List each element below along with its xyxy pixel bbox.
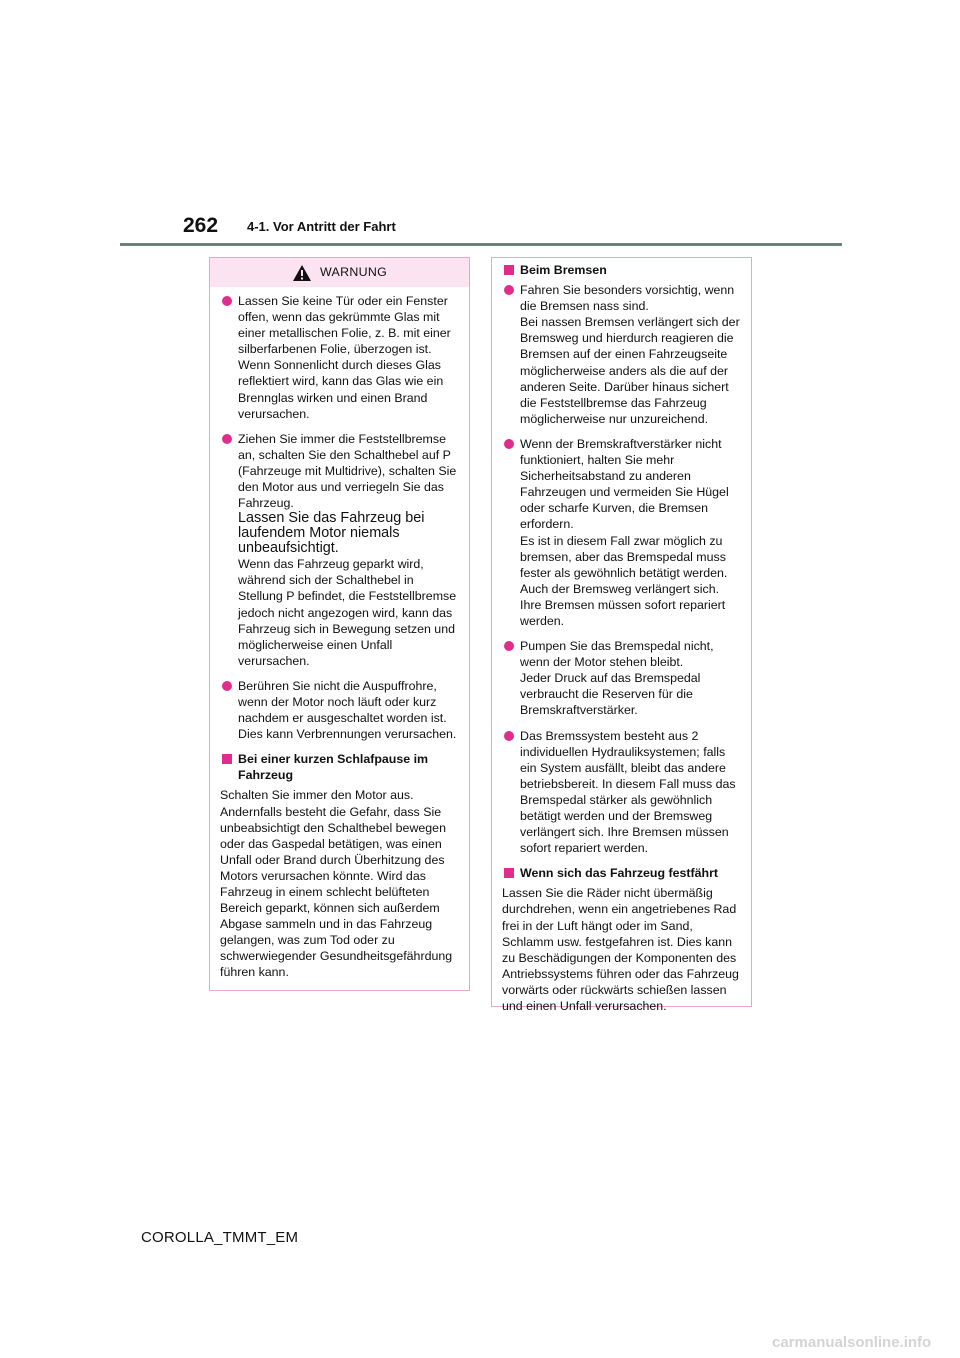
warning-item xyxy=(220,431,459,669)
stuck-text: Lassen Sie die Räder nicht übermäßig durchdrehen, wenn ein angetriebenes Rad frei in der Luft hängt oder im Sand, Schlamm usw. festgefahren ist. Dies kann zu Beschädigungen der Komponenten des Antriebssystems führen oder das Fahrzeug vorwärts oder rückwärts schießen lassen und einen Unfall verursachen. xyxy=(502,886,739,1014)
braking-text: Pumpen Sie das Bremspedal nicht, wenn der Motor stehen bleibt. xyxy=(520,639,714,670)
bullet-dot-icon xyxy=(504,641,514,651)
nap-heading-text: Bei einer kurzen Schlafpause im Fahrzeug xyxy=(238,752,429,783)
braking-item xyxy=(502,436,741,629)
braking-text: Bei nassen Bremsen verlängert sich der Bremsweg und hierdurch reagieren die Bremsen auf der einen Fahrzeugseite möglicherweise anders als die auf der anderen Seite. Darüber hinaus sichert die Feststellbremse das Fahrzeug möglicherweise nur unzureichend. xyxy=(520,315,740,426)
square-bullet-icon xyxy=(504,868,514,878)
braking-text: Fahren Sie besonders vorsichtig, wenn die Bremsen nass sind. xyxy=(520,283,735,314)
bullet-dot-icon xyxy=(504,285,514,295)
bullet-dot-icon xyxy=(504,439,514,449)
warning-label: WARNUNG xyxy=(319,265,388,280)
bullet-dot-icon xyxy=(222,296,232,306)
braking-heading-text: Beim Bremsen xyxy=(520,263,607,277)
warning-text: Wenn das Fahrzeug geparkt wird, während sich der Schalthebel in Stellung P befindet, die Feststellbremse jedoch nicht angezogen wird, kann das Fahrzeug sich in Bewegung setzen und möglicherweise einen Unfall verursachen. xyxy=(238,557,457,668)
nap-text: Schalten Sie immer den Motor aus. Andernfalls besteht die Gefahr, dass Sie unbeabsichtigt den Schalthebel bewegen oder das Gaspedal betätigen, was einen Unfall oder Brand durch Überhitzung des Motors verursachen könnte. Wird das Fahrzeug in einem schlecht belüfteten Bereich geparkt, können sich außerdem Abgase sammeln und in das Fahrzeug gelangen, was zum Tod oder zu schwerwiegender Gesundheitsgefährdung führen kann. xyxy=(220,788,453,980)
square-bullet-icon xyxy=(504,265,514,275)
warning-text: Berühren Sie nicht die Auspuffrohre, wenn der Motor noch läuft oder kurz nachdem er ausgeschaltet worden ist. Dies kann Verbrennungen verursachen. xyxy=(238,678,457,742)
warning-item xyxy=(220,678,459,742)
braking-item xyxy=(502,282,741,427)
document-code: COROLLA_TMMT_EM xyxy=(141,1229,299,1246)
nap-heading xyxy=(220,751,459,783)
stuck-heading xyxy=(502,865,741,881)
braking-item xyxy=(502,728,741,857)
bullet-dot-icon xyxy=(222,434,232,444)
braking-text: Es ist in diesem Fall zwar möglich zu bremsen, aber das Bremspedal muss fester als gewöhnlich betätigt werden. Auch der Bremsweg verlängert sich. Ihre Bremsen müssen sofort repariert werden. xyxy=(520,533,728,628)
braking-box xyxy=(491,257,752,1014)
header-rule xyxy=(120,243,842,246)
warning-emphasis: Lassen Sie das Fahrzeug bei laufendem Motor niemals unbeaufsichtigt. xyxy=(238,510,425,557)
braking-text: Jeder Druck auf das Bremspedal verbraucht die Reserven für die Bremskraftverstärker. xyxy=(520,671,701,718)
braking-text: Das Bremssystem besteht aus 2 individuellen Hydrauliksystemen; falls ein System ausfällt, bleibt das andere betriebsbereit. In diesem Fall muss das Bremspedal stärker als gewöhnlich betätigt werden und der Bremsweg verlängert sich. Ihre Bremsen müssen sofort repariert werden. xyxy=(520,728,736,856)
warning-text: Ziehen Sie immer die Feststellbremse an, schalten Sie den Schalthebel auf P (Fahrzeuge mit Multidrive), schalten Sie den Motor aus und verriegeln Sie das Fahrzeug. xyxy=(238,431,457,511)
braking-text: Wenn der Bremskraftverstärker nicht funktioniert, halten Sie mehr Sicherheitsabstand zu anderen Fahrzeugen und vermeiden Sie Hügel oder scharfe Kurven, die Bremsen erfordern. xyxy=(520,436,729,532)
section-title: 4-1. Vor Antritt der Fahrt xyxy=(247,219,396,234)
braking-heading xyxy=(502,262,741,278)
watermark: carmanualsonline.info xyxy=(772,1334,932,1351)
stuck-heading-text: Wenn sich das Fahrzeug festfährt xyxy=(520,866,719,881)
page-number: 262 xyxy=(183,214,219,237)
square-bullet-icon xyxy=(222,754,232,764)
bullet-dot-icon xyxy=(222,681,232,691)
braking-item xyxy=(502,638,741,718)
warning-box xyxy=(209,257,470,991)
warning-header xyxy=(210,258,469,287)
warning-item xyxy=(220,293,459,422)
bullet-dot-icon xyxy=(504,731,514,741)
warning-triangle-icon xyxy=(292,264,312,282)
warning-text: Lassen Sie keine Tür oder ein Fenster offen, wenn das gekrümmte Glas mit einer metallischen Folie, z. B. mit einer silberfarbenen Folie, überzogen ist. Wenn Sonnenlicht durch dieses Glas reflektiert wird, kann das Glas wie ein Brennglas wirken und einen Brand verursachen. xyxy=(238,294,451,421)
